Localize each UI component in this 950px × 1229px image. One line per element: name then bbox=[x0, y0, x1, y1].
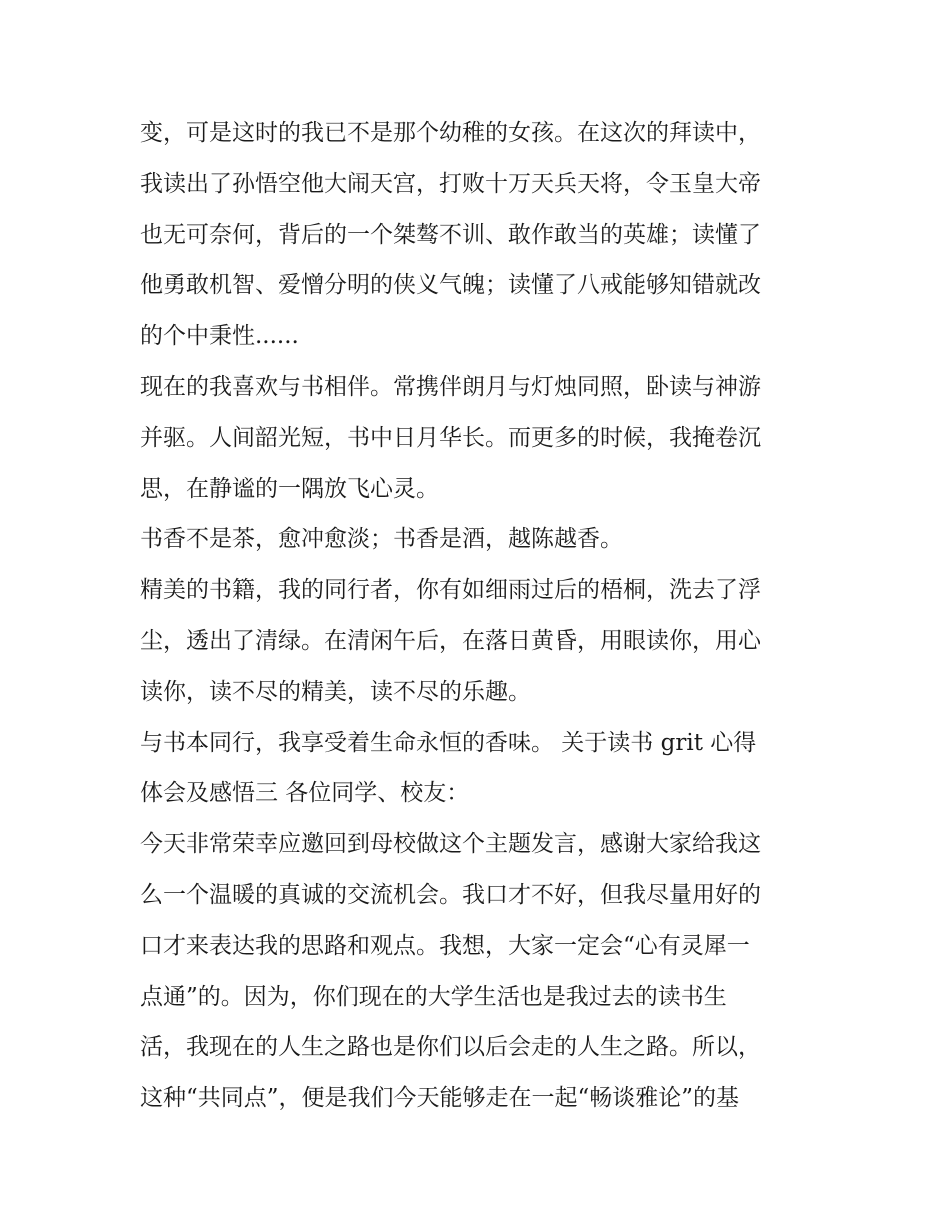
text-line: 书香不是茶，愈冲愈淡；书香是酒，越陈越香。 bbox=[140, 526, 623, 553]
text-line: 并驱。人间韶光短，书中日月华长。而更多的时候，我掩卷沉 bbox=[140, 424, 761, 451]
text-line: 这种“共同点”，便是我们今天能够走在一起“畅谈雅论”的基 bbox=[140, 1085, 740, 1112]
text-line: 我读出了孙悟空他大闹天宫，打败十万天兵天将，令玉皇大帝 bbox=[140, 170, 761, 197]
text-line: 点通”的。因为，你们现在的大学生活也是我过去的读书生 bbox=[140, 983, 727, 1010]
text-line: 今天非常荣幸应邀回到母校做这个主题发言，感谢大家给我这 bbox=[140, 831, 761, 858]
body-text bbox=[140, 108, 820, 1124]
text-line: 他勇敢机智、爱憎分明的侠义气魄；读懂了八戒能够知错就改 bbox=[140, 272, 761, 299]
text-line: 么一个温暖的真诚的交流机会。我口才不好，但我尽量用好的 bbox=[140, 881, 761, 908]
text-line: 读你，读不尽的精美，读不尽的乐趣。 bbox=[140, 678, 531, 705]
text-line: 也无可奈何，背后的一个桀骜不训、敢作敢当的英雄；读懂了 bbox=[140, 221, 761, 248]
text-line: 尘，透出了清绿。在清闲午后，在落日黄昏，用眼读你，用心 bbox=[140, 627, 761, 654]
text-line: 与书本同行，我享受着生命永恒的香味。 关于读书 grit 心得 bbox=[140, 729, 757, 756]
text-line: 的个中秉性...... bbox=[140, 323, 299, 350]
text-line: 体会及感悟三 各位同学、校友： bbox=[140, 780, 470, 807]
text-line: 精美的书籍，我的同行者，你有如细雨过后的梧桐，洗去了浮 bbox=[140, 577, 761, 604]
text-line: 现在的我喜欢与书相伴。常携伴朗月与灯烛同照，卧读与神游 bbox=[140, 373, 761, 400]
text-line: 活，我现在的人生之路也是你们以后会走的人生之路。所以， bbox=[140, 1034, 761, 1061]
text-line: 思，在静谧的一隅放飞心灵。 bbox=[140, 475, 439, 502]
text-line: 口才来表达我的思路和观点。我想，大家一定会“心有灵犀一 bbox=[140, 932, 750, 959]
text-line: 变，可是这时的我已不是那个幼稚的女孩。在这次的拜读中， bbox=[140, 120, 761, 146]
